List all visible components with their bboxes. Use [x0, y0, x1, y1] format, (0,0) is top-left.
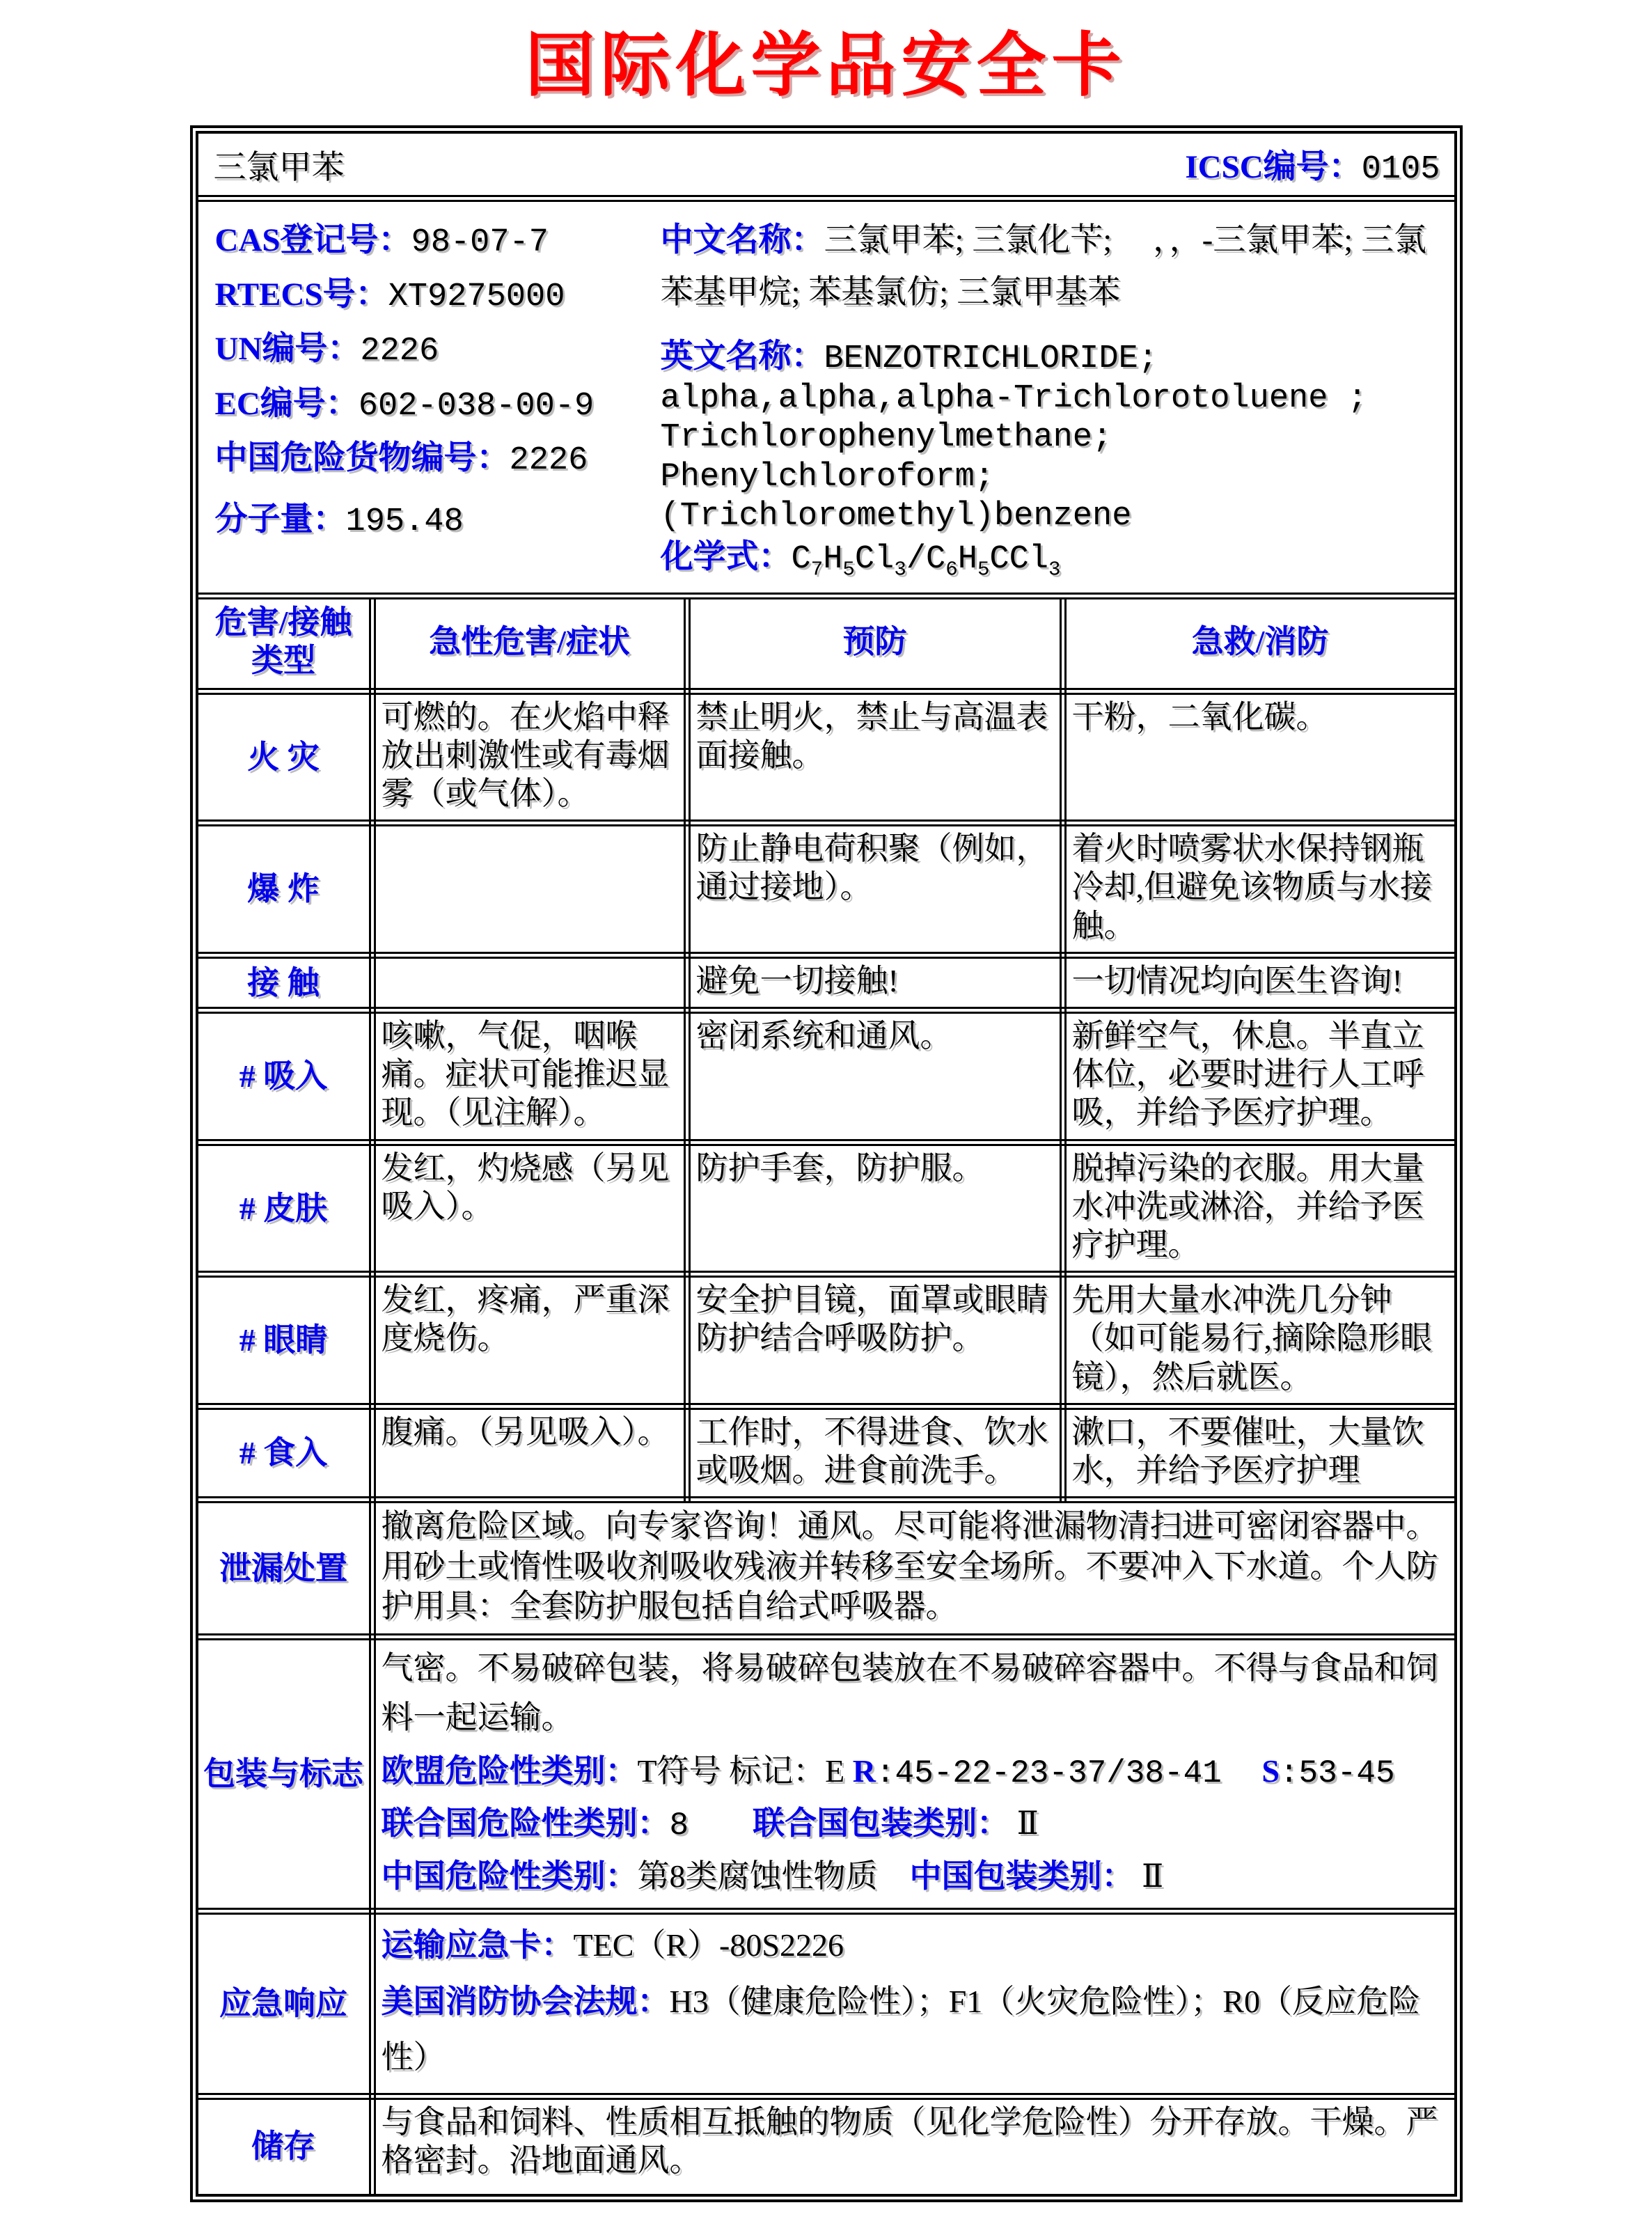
english-names-block — [661, 337, 1438, 582]
registry-numbers-block — [215, 214, 661, 583]
molecular-weight-label: 分子量： — [214, 501, 346, 538]
icsc-number: 0105 — [1361, 151, 1440, 188]
identification-section — [198, 202, 1454, 599]
skin-type-cell: # 皮肤 — [198, 1143, 372, 1275]
transport-emergency-card-value: TEC（R）-80S2226 — [573, 1927, 844, 1963]
hazard-table-header-row — [198, 599, 1454, 691]
contact-prevention-cell: 避免一切接触! — [687, 955, 1063, 1010]
chinese-names-label: 中文名称： — [660, 222, 824, 258]
storage-row — [198, 2096, 1454, 2194]
ingestion-first-aid-cell: 漱口，不要催吐，大量饮水，并给予医疗护理 — [1063, 1406, 1454, 1500]
skin-first-aid-cell: 脱掉污染的衣服。用大量水冲洗或淋浴，并给予医疗护理。 — [1063, 1143, 1454, 1275]
contact-first-aid-cell: 一切情况均向医生咨询! — [1063, 955, 1454, 1010]
cas-label: CAS登记号： — [214, 222, 411, 258]
packaging-labeling-label-cell: 包装与标志 — [198, 1637, 372, 1911]
eyes-type-cell: # 眼睛 — [198, 1274, 372, 1406]
storage-label-cell: 储存 — [198, 2096, 372, 2194]
emergency-response-label-cell: 应急响应 — [198, 1911, 372, 2096]
inhalation-symptoms-cell: 咳嗽，气促，咽喉痛。症状可能推迟显现。（见注解）。 — [372, 1010, 687, 1143]
substance-name: 三氯甲苯 — [213, 149, 345, 186]
cas-value: 98-07-7 — [411, 224, 549, 261]
fire-first-aid-cell: 干粉，二氧化碳。 — [1063, 691, 1454, 824]
skin-row — [198, 1143, 1454, 1275]
inhalation-first-aid-cell: 新鲜空气，休息。半直立体位，必要时进行人工呼吸，并给予医疗护理。 — [1063, 1010, 1454, 1143]
icsc-number-field — [1185, 141, 1440, 188]
ec-value: 602-038-00-9 — [358, 387, 595, 425]
ingestion-row — [198, 1406, 1454, 1500]
inhalation-prevention-cell: 密闭系统和通风。 — [687, 1010, 1063, 1143]
un-label: UN编号： — [214, 331, 361, 368]
english-names-line1 — [661, 337, 1438, 379]
eyes-prevention-cell: 安全护目镜，面罩或眼睛防护结合呼吸防护。 — [687, 1274, 1063, 1406]
english-names-label: 英文名称： — [660, 338, 824, 375]
contact-symptoms-cell — [372, 955, 687, 1010]
chinese-names-value: 三氯甲苯; 三氯化苄; ，，-三氯甲苯; 三氯苯基甲烷; 苯基氯仿; 三氯甲基苯 — [660, 222, 1427, 311]
explosion-type-cell: 爆 炸 — [198, 823, 372, 955]
names-block — [661, 214, 1438, 583]
col-header-first-aid: 急救/消防 — [1063, 599, 1454, 691]
spill-disposal-row — [198, 1500, 1454, 1637]
col-header-hazard-type-line2: 类型 — [251, 643, 315, 679]
col-header-symptoms: 急性危害/症状 — [372, 599, 687, 691]
col-header-hazard-type — [198, 599, 372, 691]
emergency-response-row — [198, 1911, 1454, 2096]
col-header-prevention: 预防 — [687, 599, 1063, 691]
eyes-symptoms-cell: 发红，疼痛，严重深度烧伤。 — [372, 1274, 687, 1406]
packaging-labeling-row — [198, 1637, 1454, 1911]
fire-symptoms-cell: 可燃的。在火焰中释放出刺激性或有毒烟雾（或气体）。 — [372, 691, 687, 824]
chemical-formula-value: $C_7H_5Cl_3/C_6H_5CCl_3$ — [791, 541, 1061, 581]
chemical-formula-label: 化学式： — [660, 539, 792, 576]
china-hazard-class-line: 中国危险性类别：第8类腐蚀性物质 中国包装类别： Ⅱ — [381, 1858, 1164, 1894]
rtecs-label: RTECS号： — [214, 276, 388, 313]
skin-prevention-cell: 防护手套，防护服。 — [687, 1143, 1063, 1275]
un-hazard-class-line: 联合国危险性类别：8 联合国包装类别： Ⅱ — [381, 1805, 1039, 1844]
transport-emergency-card-line — [381, 1917, 1449, 1974]
rtecs-number-line — [215, 269, 661, 323]
packaging-labeling-text-cell — [372, 1637, 1454, 1911]
molecular-weight-value: 195.48 — [345, 503, 464, 540]
china-dg-label: 中国危险货物编号： — [214, 439, 510, 476]
packaging-intro: 气密。不易破碎包装，将易破碎包装放在不易破碎容器中。不得与食品和饲料一起运输。 — [381, 1649, 1438, 1735]
china-dg-value: 2226 — [509, 441, 588, 479]
col-header-hazard-type-line1: 危害/接触 — [214, 604, 352, 640]
storage-text-cell: 与食品和饲料、性质相互抵触的物质（见化学危险性）分开存放。干燥。严格密封。沿地面通风。 — [372, 2096, 1454, 2194]
eu-hazard-class-line: 欧盟危险性类别：T符号 标记：E R:45-22-23-37/38-41 S:53-45 — [381, 1753, 1395, 1792]
chinese-names-line — [661, 214, 1438, 319]
ec-label: EC编号： — [214, 385, 359, 422]
english-names-rest: alpha,alpha,alpha-Trichlorotoluene ; Trichlorophenylmethane; Phenylchloroform; (Trichloromethyl)benzene — [660, 379, 1367, 535]
inhalation-type-cell: # 吸入 — [198, 1010, 372, 1143]
fire-prevention-cell: 禁止明火，禁止与高温表面接触。 — [687, 691, 1063, 824]
icsc-label: ICSC编号： — [1185, 149, 1362, 185]
english-names-first: BENZOTRICHLORIDE; — [824, 340, 1158, 378]
china-dg-number-line — [215, 432, 661, 487]
explosion-prevention-cell: 防止静电荷积聚（例如，通过接地）。 — [687, 823, 1063, 955]
un-value: 2226 — [360, 333, 439, 370]
un-number-line — [215, 323, 661, 377]
explosion-row — [198, 823, 1454, 955]
ingestion-prevention-cell: 工作时，不得进食、饮水或吸烟。进食前洗手。 — [687, 1406, 1063, 1500]
fire-type-cell: 火 灾 — [198, 691, 372, 824]
cas-number-line — [215, 214, 661, 269]
ingestion-symptoms-cell: 腹痛。（另见吸入）。 — [372, 1406, 687, 1500]
transport-emergency-card-label: 运输应急卡： — [381, 1927, 574, 1963]
contact-row — [198, 955, 1454, 1010]
ingestion-type-cell: # 食入 — [198, 1406, 372, 1500]
explosion-first-aid-cell: 着火时喷雾状水保持钢瓶冷却,但避免该物质与水接触。 — [1063, 823, 1454, 955]
safety-card — [190, 125, 1463, 2202]
chemical-formula-line — [661, 538, 1438, 582]
emergency-response-text-cell — [372, 1911, 1454, 2096]
rtecs-value: XT9275000 — [388, 278, 565, 316]
molecular-weight-line — [215, 494, 661, 548]
skin-symptoms-cell: 发红，灼烧感（另见吸入）。 — [372, 1143, 687, 1275]
spill-disposal-label-cell: 泄漏处置 — [198, 1500, 372, 1637]
eyes-row — [198, 1274, 1454, 1406]
eyes-first-aid-cell: 先用大量水冲洗几分钟（如可能易行,摘除隐形眼镜），然后就医。 — [1063, 1274, 1454, 1406]
ec-number-line — [215, 378, 661, 432]
hazard-table — [198, 599, 1454, 2194]
card-header-row — [198, 134, 1454, 202]
contact-type-cell: 接 触 — [198, 955, 372, 1010]
fire-row — [198, 691, 1454, 824]
inhalation-row — [198, 1010, 1454, 1143]
spill-disposal-text-cell: 撤离危险区域。向专家咨询！通风。尽可能将泄漏物清扫进可密闭容器中。用砂土或惰性吸收剂吸收残液并转移至安全场所。不要冲入下水道。个人防护用具：全套防护服包括自给式呼吸器。 — [372, 1500, 1454, 1637]
nfpa-code-value: H3（健康危险性）；F1（火灾危险性）；R0（反应危险性） — [381, 1983, 1420, 2076]
page-title: 国际化学品安全卡 — [525, 27, 1127, 104]
nfpa-code-label: 美国消防协会法规： — [381, 1983, 670, 2019]
explosion-symptoms-cell — [372, 823, 687, 955]
nfpa-code-line — [381, 1974, 1449, 2086]
